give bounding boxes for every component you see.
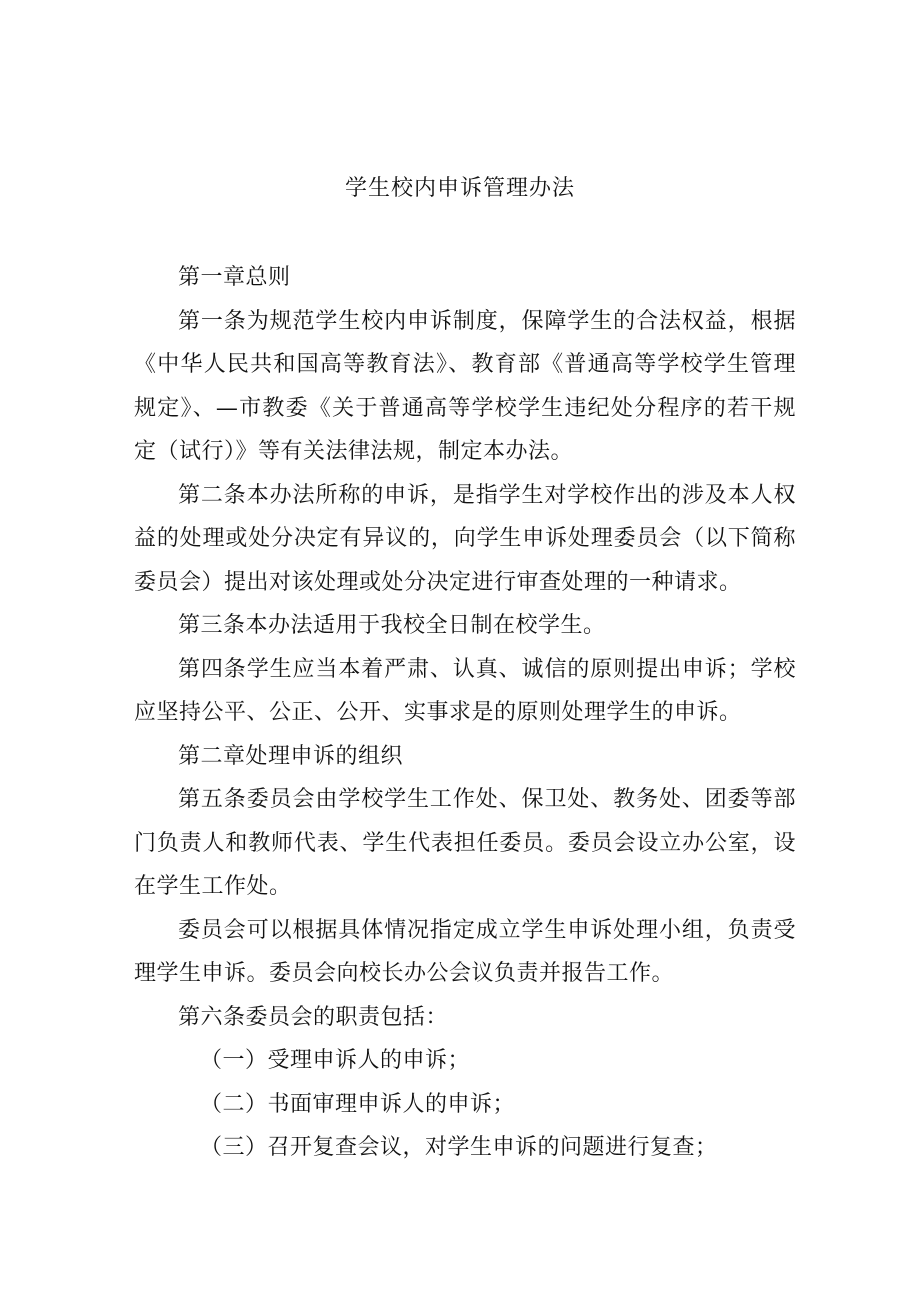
document-body: [134, 256, 796, 1170]
document-title: 学生校内申诉管理办法: [344, 176, 575, 201]
article-paragraph: 第三条本办法适用于我校全日制在校学生。: [178, 613, 606, 638]
article-paragraph: 第四条学生应当本着严肃、认真、诚信的原则提出申诉；学校应坚持公平、公正、公开、实事求是的原则处理学生的申诉。: [134, 656, 796, 725]
article-paragraph: 第五条委员会由学校学生工作处、保卫处、教务处、团委等部门负责人和教师代表、学生代表担任委员。委员会设立办公室，设在学生工作处。: [134, 787, 796, 899]
chapter-heading: 第一章总则: [178, 265, 291, 290]
chapter-heading: 第二章处理申诉的组织: [178, 743, 404, 769]
list-item: （一）受理申诉人的申诉；: [200, 1048, 471, 1073]
article-paragraph: 委员会可以根据具体情况指定成立学生申诉处理小组，负责受理学生申诉。委员会向校长办公会议负责并报告工作。: [134, 917, 796, 986]
list-item: （二）书面审理申诉人的申诉；: [200, 1091, 516, 1117]
article-paragraph: 第二条本办法所称的申诉，是指学生对学校作出的涉及本人权益的处理或处分决定有异议的，向学生申诉处理委员会（以下简称委员会）提出对该处理或处分决定进行审查处理的一种请求。: [134, 482, 796, 595]
article-paragraph: 第六条委员会的职责包括：: [178, 1004, 449, 1030]
article-paragraph: 第一条为规范学生校内申诉制度，保障学生的合法权益，根据《中华人民共和国高等教育法》、教育部《普通高等学校学生管理规定》、—市教委《关于普通高等学校学生违纪处分程序的若干规定（试行）》等有关法律法规，制定本办法。: [134, 308, 796, 464]
list-item: （三）召开复查会议，对学生申诉的问题进行复查；: [200, 1135, 718, 1160]
